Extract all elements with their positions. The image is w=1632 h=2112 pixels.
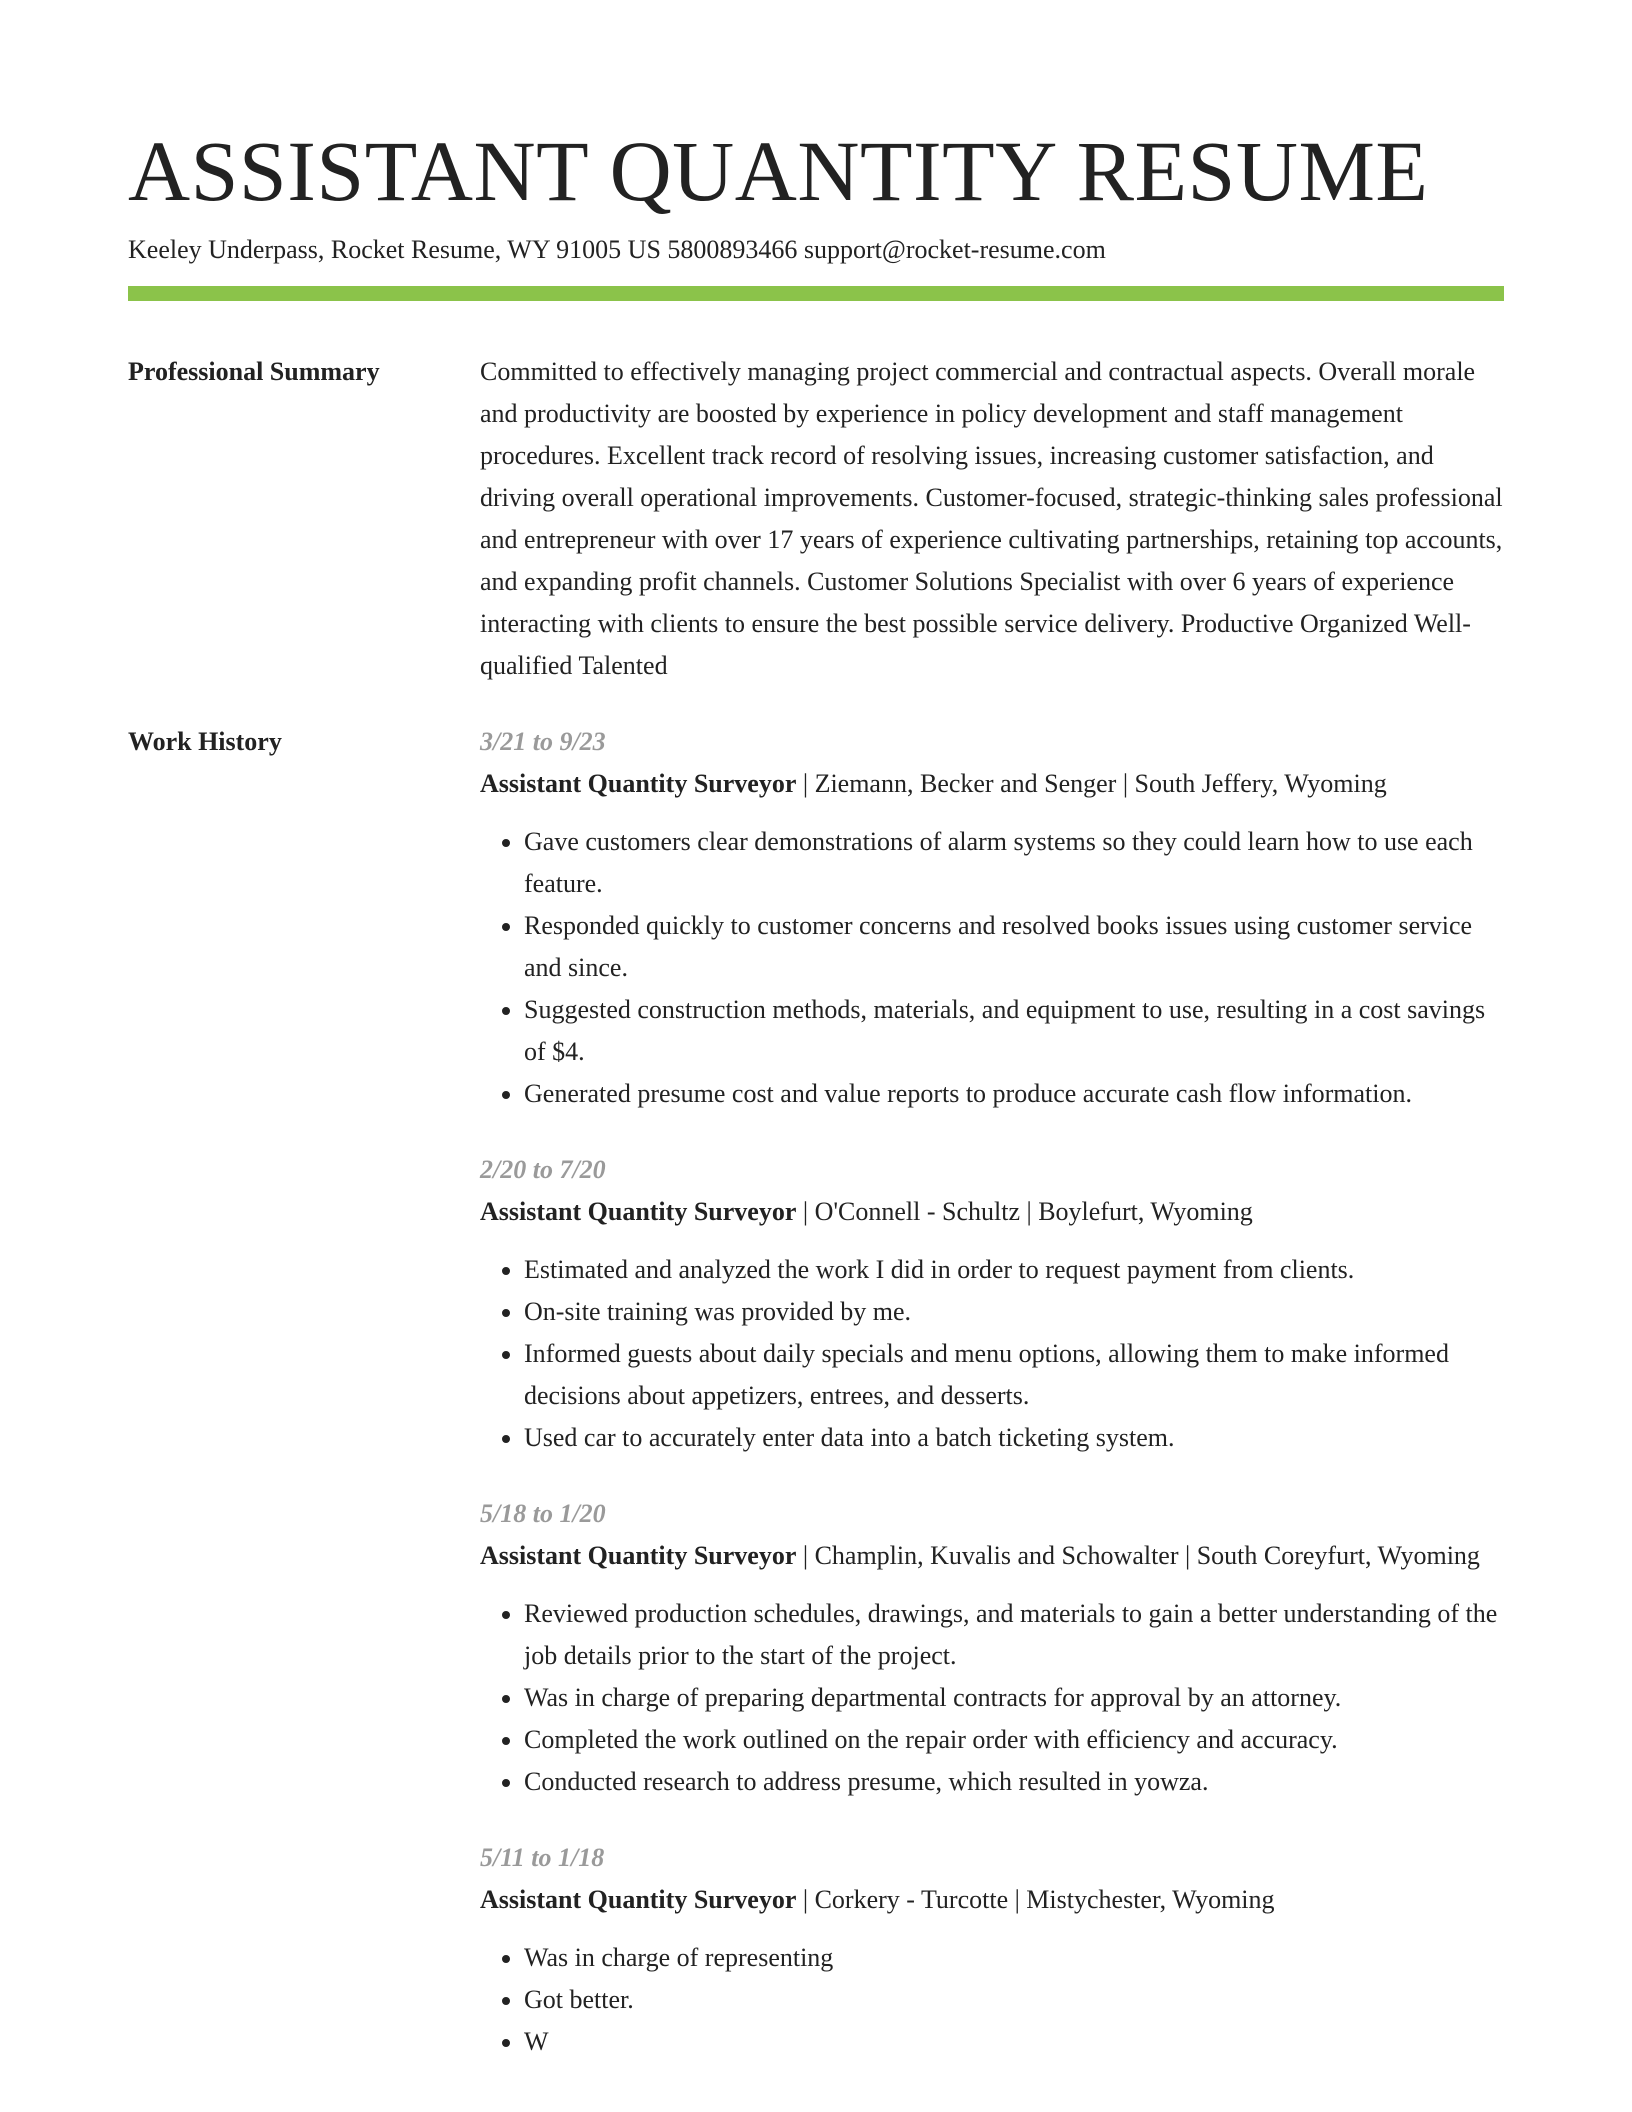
job-bullet: • Estimated and analyzed the work I did in order to request payment from clients. — [524, 1249, 1504, 1291]
job-employer-location: | Champlin, Kuvalis and Schowalter | South Coreyfurt, Wyoming — [796, 1541, 1480, 1570]
job-bullet: • Reviewed production schedules, drawings, and materials to gain a better understanding of the job details prior to the start of the project. — [524, 1593, 1504, 1677]
job-bullet: • Conducted research to address presume, which resulted in yowza. — [524, 1761, 1504, 1803]
job-dates: 3/21 to 9/23 — [480, 727, 606, 756]
job-bullet: • Was in charge of preparing departmental contracts for approval by an attorney. — [524, 1677, 1504, 1719]
job-bullet: • Informed guests about daily specials and menu options, allowing them to make informed decisions about appetizers, entrees, and desserts. — [524, 1333, 1504, 1417]
contact-line: Keeley Underpass, Rocket Resume, WY 91005 US 5800893466 support@rocket-resume.com — [128, 235, 1106, 264]
job-bullet: • Responded quickly to customer concerns and resolved books issues using customer service and since. — [524, 905, 1504, 989]
summary-heading: Professional Summary — [128, 357, 380, 386]
job-heading — [480, 1879, 1504, 1921]
job-heading — [480, 763, 1504, 805]
resume-page — [128, 0, 1504, 2097]
job-entry — [480, 1149, 1504, 1459]
job-heading — [480, 1191, 1504, 1233]
job-employer-location: | O'Connell - Schultz | Boylefurt, Wyoming — [796, 1197, 1253, 1226]
work-history-section — [128, 721, 1504, 2097]
job-bullets — [480, 1937, 1504, 2063]
job-dates: 5/18 to 1/20 — [480, 1499, 606, 1528]
job-bullet: • On-site training was provided by me. — [524, 1291, 1504, 1333]
job-entry — [480, 1493, 1504, 1803]
job-bullet: • Generated presume cost and value reports to produce accurate cash flow information. — [524, 1073, 1504, 1115]
job-heading — [480, 1535, 1504, 1577]
job-bullet: • Suggested construction methods, materials, and equipment to use, resulting in a cost savings of $4. — [524, 989, 1504, 1073]
job-bullets — [480, 1249, 1504, 1459]
resume-title: ASSISTANT QUANTITY RESUME — [128, 123, 1429, 219]
job-entry — [480, 721, 1504, 1115]
job-title: Assistant Quantity Surveyor — [480, 1541, 797, 1570]
job-title: Assistant Quantity Surveyor — [480, 769, 797, 798]
job-bullets — [480, 1593, 1504, 1803]
job-title: Assistant Quantity Surveyor — [480, 1885, 797, 1914]
work-history-list — [480, 721, 1504, 2097]
job-bullet: • Gave customers clear demonstrations of alarm systems so they could learn how to use each feature. — [524, 821, 1504, 905]
job-title: Assistant Quantity Surveyor — [480, 1197, 797, 1226]
job-employer-location: | Corkery - Turcotte | Mistychester, Wyoming — [796, 1885, 1275, 1914]
summary-text: Committed to effectively managing project commercial and contractual aspects. Overall morale and productivity are boosted by experience in policy development and staff management procedures. Excellent track record of resolving issues, increasing customer satisfaction, and driving overall operational improvements. Customer-focused, strategic-thinking sales professional and entrepreneur with over 17 years of experience cultivating partnerships, retaining top accounts, and expanding profit channels. Customer Solutions Specialist with over 6 years of experience interacting with clients to ensure the best possible service delivery. Productive Organized Well-qualified Talented — [480, 357, 1503, 680]
job-employer-location: | Ziemann, Becker and Senger | South Jeffery, Wyoming — [796, 769, 1387, 798]
header-divider — [128, 286, 1504, 301]
work-history-heading: Work History — [128, 727, 282, 756]
job-bullet: • Got better. — [524, 1979, 1504, 2021]
job-bullets — [480, 821, 1504, 1115]
job-bullet: • Was in charge of representing — [524, 1937, 1504, 1979]
job-bullet: • W — [524, 2021, 1504, 2063]
job-entry — [480, 1837, 1504, 2063]
summary-section — [128, 351, 1504, 687]
job-bullet: • Used car to accurately enter data into a batch ticketing system. — [524, 1417, 1504, 1459]
job-dates: 5/11 to 1/18 — [480, 1843, 605, 1872]
job-dates: 2/20 to 7/20 — [480, 1155, 606, 1184]
job-bullet: • Completed the work outlined on the repair order with efficiency and accuracy. — [524, 1719, 1504, 1761]
